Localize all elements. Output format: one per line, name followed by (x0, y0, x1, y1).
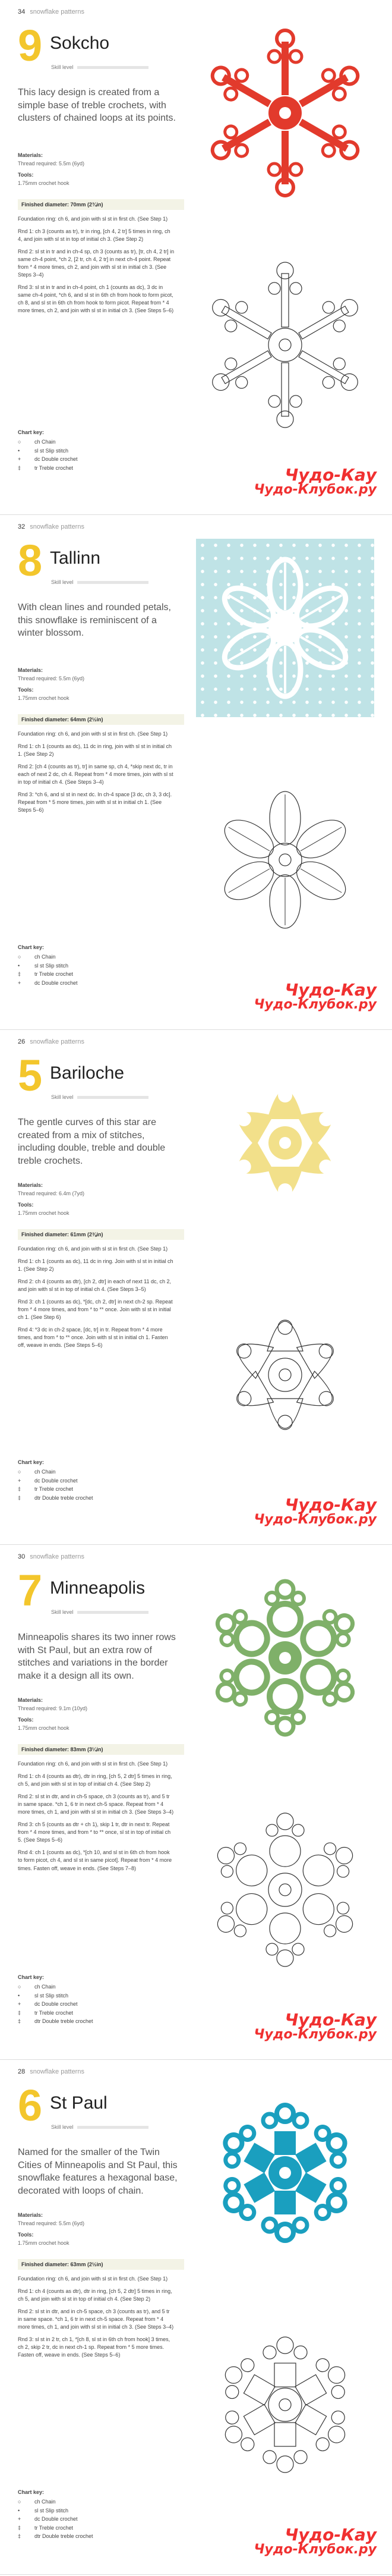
instruction-step: Foundation ring: ch 6, and join with sl st in first ch. (See Step 1) (18, 731, 168, 737)
instruction-step: Rnd 3: *ch 6, and sl st in next dc. In ch-4 space [3 dc, ch 3, 3 dc]. Repeat from * 5 more times, join with sl st in initial ch 1. (See Steps 5–6) (18, 791, 172, 813)
intro-text: With clean lines and rounded petals, this snowflake is reminiscent of a winter blossom. (18, 602, 171, 639)
chart-key (18, 943, 78, 987)
instruction-step: Rnd 4: *3 dc in ch-2 space, [dc, tr] in tr. Repeat from * 4 more times, and from * to ** once. Join with sl st in initial ch 1. Fasten off, weave in ends. (See Steps 5–6) (18, 1327, 168, 1349)
pattern-title: Bariloche (50, 1063, 125, 1083)
watermark-line1: Чудо-Кау (284, 465, 377, 485)
materials-label: Materials: (18, 1182, 43, 1188)
key-symbol-icon: ○ (18, 439, 21, 445)
pattern-title: Sokcho (50, 33, 110, 53)
arm (282, 274, 289, 327)
chart-key-item (18, 1468, 93, 1476)
pattern-page (0, 1030, 392, 1545)
chart-key-item (18, 962, 78, 970)
key-symbol-icon: ○ (18, 1469, 21, 1475)
instruction-step: Rnd 1: ch 4 (counts as dtr), dtr in ring, [ch 5, 2 dtr] 5 times in ring, ch 5, and join with sl st in top of initial ch 4. (See Step 2) (18, 1773, 172, 1788)
instructions (18, 1760, 175, 1877)
key-text: dc Double crochet (34, 2001, 78, 2008)
instruction-step: Foundation ring: ch 6, and join with sl st in first ch. (See Step 1) (18, 216, 168, 222)
chart-key-title: Chart key: (18, 1974, 45, 1980)
materials-text: Thread required: 9.1m (10yd) (18, 1705, 88, 1711)
key-text: tr Treble crochet (34, 1486, 74, 1493)
tools-label: Tools: (18, 2232, 34, 2238)
watermark-line2: Чудо-Клубок.ру (254, 482, 377, 497)
page-number: 34 (18, 8, 26, 15)
finished-diameter: Finished diameter: 63mm (2½in) (18, 2259, 184, 2270)
tools-label: Tools: (18, 172, 34, 178)
section-name: snowflake patterns (30, 523, 84, 530)
skill-bar (77, 581, 148, 584)
pattern-title: Tallinn (50, 548, 101, 568)
pattern-title: St Paul (50, 2093, 108, 2113)
skill-level (51, 64, 148, 70)
chart-key-item (18, 1983, 93, 1991)
materials-block (18, 1697, 178, 1732)
watermark-line2: Чудо-Клубок.ру (254, 2542, 377, 2557)
key-symbol-icon: ‡ (18, 2524, 21, 2531)
skill-bar (77, 1096, 148, 1099)
chart-key-title: Chart key: (18, 1459, 45, 1465)
key-text: tr Treble crochet (34, 2009, 74, 2016)
tools-text: 1.75mm crochet hook (18, 1724, 69, 1731)
chart-key-item (18, 2515, 93, 2523)
instruction-step: Rnd 3: sl st in 2 tr, ch 1, *[ch 8, sl st in 6th ch from hook] 3 times, ch 2, skip 2 tr, dc in next ch-1 sp. Repeat from * 5 more times. Fasten off, weave in ends. (See Steps 5–6) (18, 2336, 170, 2358)
section-name: snowflake patterns (30, 1553, 84, 1560)
key-text: dtr Double treble crochet (34, 2018, 93, 2024)
intro-text: Named for the smaller of the Twin Cities of Minneapolis and St Paul, this snowflake features a hexagonal base, decorated with loops of chain. (18, 2147, 178, 2196)
instruction-step: Rnd 2: sl st in dtr, and in ch-5 space, ch 3 (counts as tr), and 5 tr in same space. *ch 1, 6 tr in next ch-5 space. Repeat from * 4 more times, ch 1, and join with sl st in initial ch 3. (See Steps 3–4) (18, 2308, 174, 2330)
skill-label: Skill level (51, 2124, 74, 2130)
watermark-line1: Чудо-Кау (284, 980, 377, 1000)
chart-key-title: Chart key: (18, 2489, 45, 2495)
skill-bar (77, 2126, 148, 2129)
key-symbol-icon: ‡ (18, 1486, 21, 1493)
key-text: dtr Double treble crochet (34, 1494, 93, 1501)
page-number: 30 (18, 1553, 26, 1560)
key-text: sl st Slip stitch (34, 447, 69, 454)
instructions (18, 215, 175, 320)
pattern-number: 5 (18, 1051, 43, 1100)
key-text: dtr Double treble crochet (34, 2533, 93, 2539)
key-text: tr Treble crochet (34, 2524, 74, 2531)
key-text: tr Treble crochet (34, 971, 74, 978)
key-symbol-icon: • (18, 1992, 20, 1999)
key-symbol-icon: ○ (18, 1984, 21, 1990)
instruction-step: Rnd 3: ch 1 (counts as dc), *[dc, ch 2, dtr] in next ch-2 sp. Repeat from * 4 more times, and from * to ** once. Join with sl st in initial ch 1. (See Step 6) (18, 1299, 173, 1321)
skill-bar (77, 66, 148, 69)
instruction-step: Foundation ring: ch 6, and join with sl st in first ch. (See Step 1) (18, 1761, 168, 1767)
stitch-chart (196, 771, 374, 949)
tools-label: Tools: (18, 1717, 34, 1723)
instruction-step: Rnd 1: ch 3 (counts as tr), tr in ring, [ch 4, 2 tr] 5 times in ring, ch 4, and join with sl st in top of initial ch 3. (See Step 2) (18, 228, 170, 243)
key-symbol-icon: + (18, 979, 21, 986)
chart-key-item (18, 970, 78, 978)
instruction-step: Foundation ring: ch 6, and join with sl st in first ch. (See Step 1) (18, 1246, 168, 1252)
pattern-number: 6 (18, 2081, 43, 2130)
skill-label: Skill level (51, 1609, 74, 1615)
finished-diameter: Finished diameter: 70mm (2¾in) (18, 199, 184, 210)
arm (282, 42, 289, 95)
instructions (18, 1245, 175, 1355)
watermark-line1: Чудо-Кау (284, 2010, 377, 2030)
stitch-chart (196, 2316, 374, 2494)
tools-text: 1.75mm crochet hook (18, 180, 69, 186)
tools-label: Tools: (18, 1202, 34, 1208)
section-name: snowflake patterns (30, 1038, 84, 1045)
key-text: dc Double crochet (34, 1477, 78, 1484)
skill-level (51, 1094, 148, 1100)
tools-text: 1.75mm crochet hook (18, 2239, 69, 2246)
key-symbol-icon: ‡ (18, 1494, 21, 1501)
key-text: dc Double crochet (34, 2516, 78, 2522)
materials-block (18, 2211, 178, 2247)
key-symbol-icon: ‡ (18, 2533, 21, 2539)
materials-label: Materials: (18, 1697, 43, 1703)
pattern-number: 9 (18, 21, 43, 70)
page-header (18, 2068, 84, 2075)
materials-text: Thread required: 5.5m (6yd) (18, 2220, 85, 2226)
key-text: sl st Slip stitch (34, 2507, 69, 2514)
skill-level (51, 579, 148, 585)
materials-text: Thread required: 5.5m (6yd) (18, 160, 85, 167)
page-number: 26 (18, 1038, 26, 1045)
instruction-step: Rnd 1: ch 1 (counts as dc), 11 dc in ring, join with sl st in initial ch 1. (See Step 2) (18, 743, 172, 758)
watermark (254, 2527, 377, 2556)
key-symbol-icon: + (18, 2516, 21, 2522)
watermark-line1: Чудо-Кау (284, 2525, 377, 2544)
key-symbol-icon: + (18, 2001, 21, 2008)
key-text: tr Treble crochet (34, 464, 74, 471)
page-number: 32 (18, 523, 26, 530)
watermark-line2: Чудо-Клубок.ру (254, 997, 377, 1012)
instruction-step: Rnd 1: ch 1 (counts as dc), 11 dc in ring. Join with sl st in initial ch 1. (See Step 2) (18, 1258, 173, 1273)
watermark (254, 1497, 377, 1526)
key-symbol-icon: ‡ (18, 2018, 21, 2024)
page-header (18, 1038, 84, 1045)
key-text: ch Chain (34, 954, 56, 960)
instruction-step: Rnd 3: ch 5 (counts as dtr + ch 1), skip 1 tr, dtr in next tr. Repeat from * 4 more times, and from * to ** once, sl st in top of initial ch 5. (See Steps 5–6) (18, 1821, 171, 1843)
chart-key-item (18, 953, 78, 961)
instruction-step: Rnd 3: sl st in tr and in ch-4 point, ch 1 (counts as dc), 3 dc in same ch-4 point, *ch 6, and sl st in 6th ch from hook to form picot, ch 8, and sl st in 6th ch from hook to form picot. Repeat from * 4 more times, ch 2, and join with sl st in initial ch 3. (See Steps 5–6) (18, 284, 174, 314)
chart-key-item (18, 1477, 93, 1485)
key-text: sl st Slip stitch (34, 962, 69, 969)
tools-label: Tools: (18, 687, 34, 693)
page-header (18, 1553, 84, 1560)
pattern-page (0, 2060, 392, 2575)
tools-text: 1.75mm crochet hook (18, 1210, 69, 1216)
key-symbol-icon: ○ (18, 954, 21, 960)
materials-label: Materials: (18, 667, 43, 673)
skill-level (51, 1609, 148, 1615)
key-text: ch Chain (34, 439, 56, 445)
key-text: ch Chain (34, 1469, 56, 1475)
watermark-line2: Чудо-Клубок.ру (254, 1512, 377, 1527)
chart-key (18, 2488, 93, 2540)
chart-key-item (18, 979, 78, 987)
chart-key-title: Chart key: (18, 429, 45, 435)
pattern-number: 7 (18, 1566, 43, 1615)
key-text: dc Double crochet (34, 456, 78, 463)
chart-key-item (18, 1991, 93, 2000)
tools-text: 1.75mm crochet hook (18, 695, 69, 701)
chart-key (18, 428, 78, 472)
key-symbol-icon: ○ (18, 2499, 21, 2505)
materials-block (18, 1182, 178, 1217)
instruction-step: Rnd 2: [ch 4 (counts as tr), tr] in same sp, ch 4, *skip next dc, tr in each of next 2 dc, ch 4. Repeat from * 4 more times, join with sl st in top of initial ch 4. (See Steps 3–4) (18, 764, 173, 786)
pattern-page (0, 1545, 392, 2060)
materials-text: Thread required: 5.5m (6yd) (18, 675, 85, 681)
snowflake-photo (196, 1569, 374, 1747)
page-number: 28 (18, 2068, 26, 2075)
key-text: ch Chain (34, 2499, 56, 2505)
skill-label: Skill level (51, 579, 74, 585)
instruction-step: Rnd 2: sl st in dtr, and in ch-5 space, ch 3 (counts as tr), and 5 tr in same space. *ch 1, 6 tr in next ch-5 space. Repeat from * 4 more times, ch 1, and join with sl st in initial ch 3. (See Steps 3–4) (18, 1793, 174, 1815)
pattern-page (0, 515, 392, 1030)
watermark-line1: Чудо-Кау (284, 1495, 377, 1515)
chart-key-item (18, 455, 78, 463)
materials-block (18, 152, 178, 187)
key-symbol-icon: ‡ (18, 2009, 21, 2016)
chart-key-item (18, 2000, 93, 2008)
chart-key-title: Chart key: (18, 944, 45, 950)
chart-key-item (18, 2532, 93, 2540)
instructions (18, 2275, 175, 2364)
key-text: dc Double crochet (34, 979, 78, 986)
skill-level (51, 2124, 148, 2130)
snowflake-photo (196, 24, 374, 202)
arm (282, 363, 289, 416)
key-text: ch Chain (34, 1984, 56, 1990)
instruction-step: Rnd 1: ch 4 (counts as dtr), dtr in ring, [ch 5, 2 dtr] 5 times in ring, ch 5, and join with sl st in top of initial ch 4. (See Step 2) (18, 2288, 172, 2302)
chart-key-item (18, 2017, 93, 2025)
finished-diameter: Finished diameter: 64mm (2½in) (18, 714, 184, 725)
chart-key-item (18, 2524, 93, 2532)
chart-key-item (18, 447, 78, 455)
chart-key-item (18, 2009, 93, 2017)
finished-diameter: Finished diameter: 83mm (3¼in) (18, 1744, 184, 1755)
instruction-step: Rnd 4: ch 1 (counts as dc), *[ch 10, and sl st in 6th ch from hook to form picot, ch 4, and sl st in same picot]. Repeat from * 4 more times. Fasten off, weave in ends. (See Steps 7–8) (18, 1849, 172, 1871)
pattern-page (0, 0, 392, 515)
skill-bar (77, 1611, 148, 1614)
materials-block (18, 667, 178, 702)
stitch-chart (196, 1286, 374, 1464)
snowflake-photo (196, 539, 374, 717)
chart-key (18, 1458, 93, 1502)
page-header (18, 523, 84, 530)
instruction-step: Foundation ring: ch 6, and join with sl st in first ch. (See Step 1) (18, 2276, 168, 2282)
stitch-chart (196, 1801, 374, 1979)
key-symbol-icon: ‡ (18, 464, 21, 471)
intro-text: The gentle curves of this star are created from a mix of stitches, including double, treble and double treble crochets. (18, 1117, 166, 1166)
watermark (254, 467, 377, 497)
key-symbol-icon: + (18, 456, 21, 463)
pattern-title: Minneapolis (50, 1578, 146, 1598)
pattern-number: 8 (18, 536, 43, 585)
snowflake-photo (196, 1054, 374, 1232)
section-name: snowflake patterns (30, 2068, 84, 2075)
skill-label: Skill level (51, 1094, 74, 1100)
chart-key-item (18, 2498, 93, 2506)
page-header (18, 8, 84, 15)
key-symbol-icon: + (18, 1477, 21, 1484)
instruction-step: Rnd 2: sl st in tr and in ch-4 sp, ch 3 (counts as tr), [tr, ch 4, 2 tr] in same ch-4 point, *ch 2, [2 tr, ch 4, 2 tr] in next ch-4 point. Repeat from * 4 more times, ch 2, and join with sl st in initial ch 3. (See Steps 3–4) (18, 249, 175, 278)
key-symbol-icon: • (18, 2507, 20, 2514)
watermark (254, 2012, 377, 2041)
watermark-line2: Чудо-Клубок.ру (254, 2027, 377, 2042)
chart-key-item (18, 1485, 93, 1493)
materials-label: Materials: (18, 2212, 43, 2218)
key-symbol-icon: • (18, 447, 20, 454)
arm (282, 131, 289, 184)
chart-key-item (18, 464, 78, 472)
intro-text: This lacy design is created from a simple base of treble crochets, with clusters of chained loops at its points. (18, 87, 176, 124)
intro-text: Minneapolis shares its two inner rows with St Paul, but an extra row of stitches and variations in the border make it a design all its own. (18, 1632, 176, 1681)
instruction-step: Rnd 2: ch 4 (counts as dtr), [ch 2, dtr] in each of next 11 dc, ch 2, and join with sl st in top of initial ch 4. (See Steps 3–5) (18, 1278, 171, 1293)
section-name: snowflake patterns (30, 8, 84, 15)
chart-key-item (18, 438, 78, 446)
stitch-chart (196, 256, 374, 434)
key-text: sl st Slip stitch (34, 1992, 69, 1999)
finished-diameter: Finished diameter: 61mm (2⅜in) (18, 1229, 184, 1240)
key-symbol-icon: ‡ (18, 971, 21, 978)
snowflake-photo (196, 2084, 374, 2262)
materials-text: Thread required: 6.4m (7yd) (18, 1190, 85, 1196)
instructions (18, 730, 175, 819)
chart-key-item (18, 2506, 93, 2515)
materials-label: Materials: (18, 152, 43, 158)
chart-key-item (18, 1494, 93, 1502)
chart-key (18, 1973, 93, 2025)
key-symbol-icon: • (18, 962, 20, 969)
skill-label: Skill level (51, 64, 74, 70)
watermark (254, 982, 377, 1011)
